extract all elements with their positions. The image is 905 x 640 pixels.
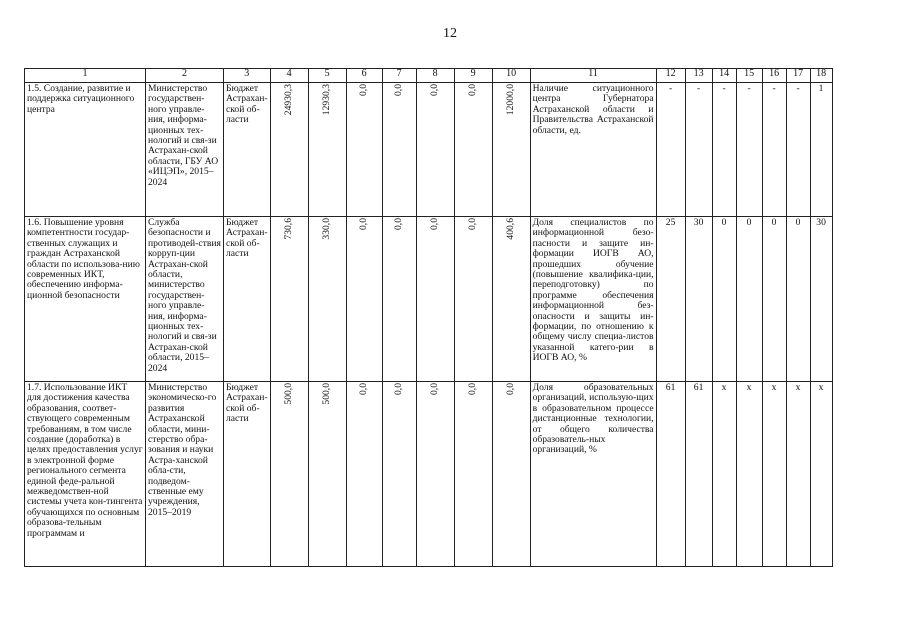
amount-value: 0,0: [392, 218, 404, 230]
col-header: 14: [712, 69, 736, 83]
amount-value: 0,0: [466, 84, 478, 96]
indicator-value: x: [712, 382, 736, 567]
col-header: 1: [25, 69, 146, 83]
indicator-value: 25: [656, 217, 685, 382]
indicator-value: 30: [810, 217, 832, 382]
indicator-value: x: [786, 382, 810, 567]
col-header: 5: [308, 69, 346, 83]
indicator-value: -: [786, 83, 810, 217]
amount-value: 0,0: [428, 84, 440, 96]
indicator-value: 0: [712, 217, 736, 382]
amount-cell: [270, 217, 308, 382]
amount-cell: [270, 382, 308, 567]
amount-cell: [382, 382, 416, 567]
measure-name: 1.7. Использование ИКТ для достижения качества образования, соответ-ствующего современным требованиям, в том числе создание (доработка) в целях предоставления услуг в электронной форме регионального сегмента единой феде-ральной межведомствен-ной системы учета кон-тингента обучающихся по основным образова-тельным программам и: [25, 382, 146, 567]
amount-value: 0,0: [428, 383, 440, 395]
col-header: 17: [786, 69, 810, 83]
amount-cell: [382, 217, 416, 382]
amount-cell: [454, 382, 492, 567]
amount-cell: [346, 83, 382, 217]
col-header: 18: [810, 69, 832, 83]
amount-value: 12000,0: [504, 84, 516, 116]
amount-value: 0,0: [357, 383, 369, 395]
amount-cell: [492, 83, 530, 217]
executor-cell: Министерство экономическо-го развития Астраханской области, мини-стерство обра-зования и науки Астра-ханской обла-сти, подведом-ственные ему учреждения, 2015–2019: [146, 382, 224, 567]
amount-value: 500,0: [320, 383, 332, 405]
measure-name: 1.5. Создание, развитие и поддержка ситуационного центра: [25, 83, 146, 217]
amount-value: 0,0: [357, 218, 369, 230]
program-table: [24, 68, 833, 567]
indicator-value: -: [712, 83, 736, 217]
indicator-value: -: [762, 83, 786, 217]
header-row: [25, 69, 833, 83]
amount-cell: [454, 83, 492, 217]
col-header: 12: [656, 69, 685, 83]
col-header: 6: [346, 69, 382, 83]
amount-cell: [454, 217, 492, 382]
col-header: 4: [270, 69, 308, 83]
measure-name: 1.6. Повышение уровня компетентности государ-ственных служащих и граждан Астраханской области по использова-нию современных ИКТ, обеспечению информа-ционной безопасности: [25, 217, 146, 382]
executor-cell: Служба безопасности и противодей-ствия корруп-ции Астрахан-ской области, министерство государствен-ного управле-ния, информа-ционных тех-нологий и свя-зи Астрахан-ской области, 2015–2024: [146, 217, 224, 382]
amount-value: 0,0: [466, 218, 478, 230]
amount-value: 330,0: [320, 218, 332, 240]
amount-value: 0,0: [392, 383, 404, 395]
indicator-value: x: [736, 382, 762, 567]
indicator-cell: Доля образовательных организаций, использую-щих в образовательном процессе дистанционные технологии, от общего количества образователь-ных организаций, %: [530, 382, 656, 567]
funding-source: Бюджет Астрахан-ской об-ласти: [224, 217, 271, 382]
amount-cell: [308, 217, 346, 382]
amount-value: 400,6: [504, 218, 516, 240]
table-row: [25, 382, 833, 567]
col-header: 3: [224, 69, 271, 83]
funding-source: Бюджет Астрахан-ской об-ласти: [224, 83, 271, 217]
indicator-value: x: [762, 382, 786, 567]
table-row: [25, 83, 833, 217]
indicator-value: 1: [810, 83, 832, 217]
amount-cell: [382, 83, 416, 217]
amount-cell: [492, 382, 530, 567]
col-header: 7: [382, 69, 416, 83]
col-header: 10: [492, 69, 530, 83]
indicator-value: 0: [736, 217, 762, 382]
col-header: 2: [146, 69, 224, 83]
amount-cell: [416, 382, 454, 567]
amount-cell: [270, 83, 308, 217]
col-header: 11: [530, 69, 656, 83]
indicator-value: 30: [685, 217, 712, 382]
indicator-value: 0: [762, 217, 786, 382]
indicator-cell: Наличие ситуационного центра Губернатора Астраханской области и Правительства Астраханской области, ед.: [530, 83, 656, 217]
col-header: 9: [454, 69, 492, 83]
col-header: 15: [736, 69, 762, 83]
amount-cell: [308, 382, 346, 567]
amount-value: 12930,3: [320, 84, 332, 116]
indicator-value: 61: [656, 382, 685, 567]
amount-value: 0,0: [392, 84, 404, 96]
page-number: 12: [443, 26, 457, 41]
amount-value: 24930,3: [282, 84, 294, 116]
amount-value: 0,0: [357, 84, 369, 96]
amount-value: 0,0: [466, 383, 478, 395]
col-header: 16: [762, 69, 786, 83]
amount-value: 500,0: [282, 383, 294, 405]
amount-cell: [416, 83, 454, 217]
amount-value: 0,0: [504, 383, 516, 395]
amount-value: 0,0: [428, 218, 440, 230]
amount-cell: [308, 83, 346, 217]
indicator-cell: Доля специалистов по информационной безо-пасности и защите ин-формации ИОГВ АО, прошедших обучение (повышение квалифика-ции, переподготовку) по программе обеспечения информационной без-опасности и защиты ин-формации, по отношению к общему числу специа-листов указанной катего-рии в ИОГВ АО, %: [530, 217, 656, 382]
amount-value: 730,6: [282, 218, 294, 240]
amount-cell: [346, 382, 382, 567]
col-header: 8: [416, 69, 454, 83]
funding-source: Бюджет Астрахан-ской об-ласти: [224, 382, 271, 567]
indicator-value: 61: [685, 382, 712, 567]
amount-cell: [492, 217, 530, 382]
indicator-value: x: [810, 382, 832, 567]
indicator-value: 0: [786, 217, 810, 382]
table-row: [25, 217, 833, 382]
amount-cell: [416, 217, 454, 382]
executor-cell: Министерство государствен-ного управле-ния, информа-ционных тех-нологий и свя-зи Астрахан-ской области, ГБУ АО «ИЦЭП», 2015–2024: [146, 83, 224, 217]
indicator-value: -: [656, 83, 685, 217]
col-header: 13: [685, 69, 712, 83]
indicator-value: -: [685, 83, 712, 217]
amount-cell: [346, 217, 382, 382]
indicator-value: -: [736, 83, 762, 217]
